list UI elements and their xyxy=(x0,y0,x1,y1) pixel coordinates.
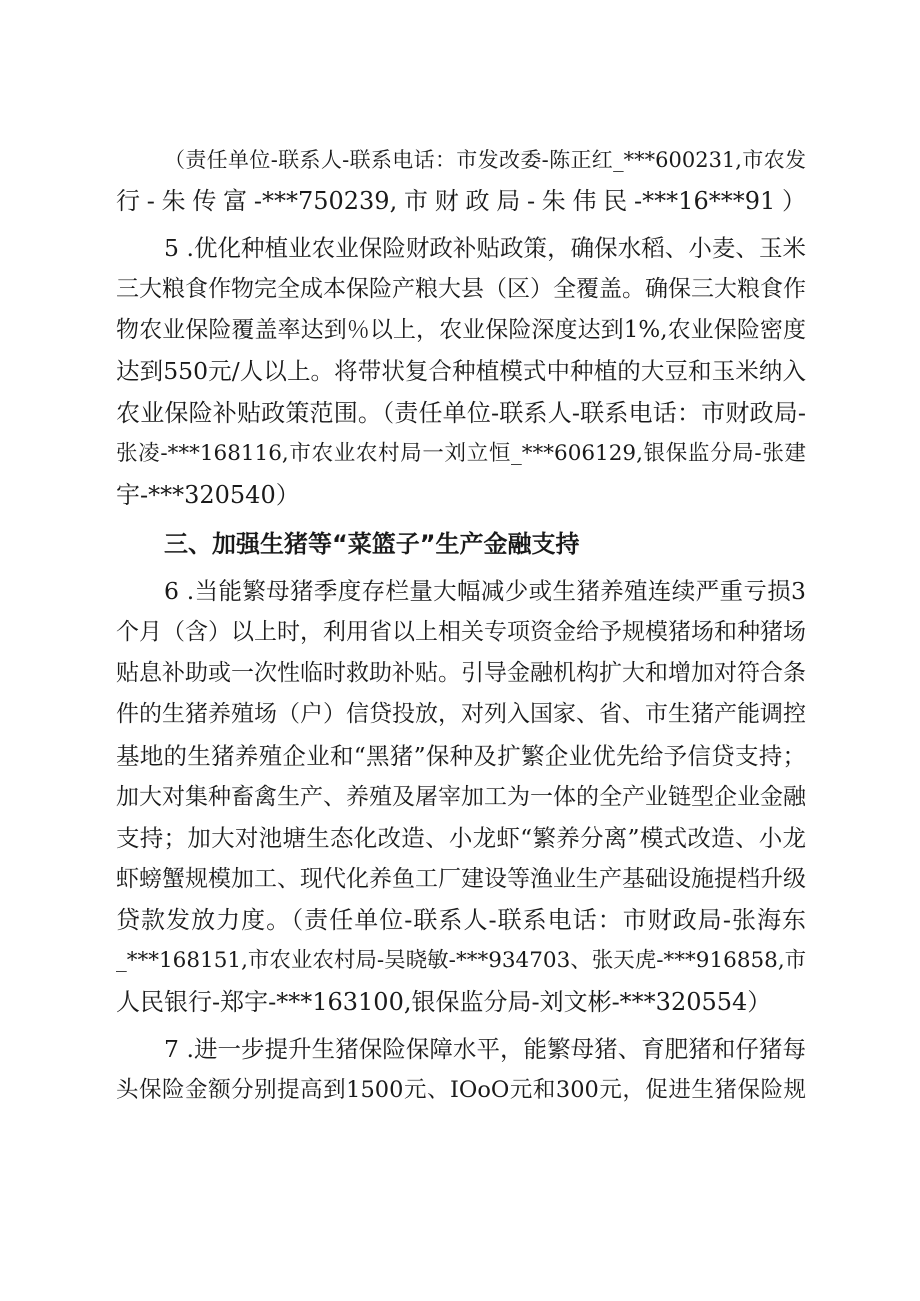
paragraph-7-start: 7 .进一步提升生猪保险保障水平，能繁母猪、育肥猪和仔猪每 xyxy=(164,1035,806,1063)
section-heading: 三、加强生猪等“菜篮子”生产金融支持 xyxy=(164,530,580,558)
paragraph-5-start: 5 .优化种植业农业保险财政补贴政策，确保水稻、小麦、玉米 xyxy=(164,234,806,262)
text-line: 达到550元/人以上。将带状复合种植模式中种植的大豆和玉米纳入 xyxy=(116,357,806,385)
text-line: 个月（含）以上时，利用省以上相关专项资金给予规模猪场和种猪场 xyxy=(116,619,806,645)
text-line: 宇-***320540） xyxy=(116,481,300,509)
text-line: 物农业保险覆盖率达到％以上，农业保险深度达到1%,农业保险密度 xyxy=(116,317,806,343)
text-line: 张凌-***168116,市农业农村局一刘立恒_***606129,银保监分局-张建 xyxy=(116,441,806,466)
text-line: 基地的生猪养殖企业和“黑猪”保种及扩繁企业优先给予信贷支持； xyxy=(116,742,806,770)
text-line: 贴息补助或一次性临时救助补贴。引导金融机构扩大和增加对符合条 xyxy=(116,660,806,686)
text-line: 支持；加大对池塘生态化改造、小龙虾“繁养分离”模式改造、小龙 xyxy=(116,824,806,852)
text-line: 件的生猪养殖场（户）信贷投放，对列入国家、省、市生猪产能调控 xyxy=(116,701,806,727)
text-line: 人民银行-郑宇-***163100,银保监分局-刘文彬-***320554） xyxy=(116,988,772,1016)
text-line: _***168151,市农业农村局-吴晓敏-***934703、张天虎-***916858,市 xyxy=(116,948,806,973)
text-line: 行-朱传富-***750239,市财政局-朱伟民-***16***91） xyxy=(116,187,806,215)
text-line: 加大对集种畜禽生产、养殖及屠宰加工为一体的全产业链型企业金融 xyxy=(116,784,806,810)
text-line: （责任单位-联系人-联系电话：市发改委-陈正红_***600231,市农发 xyxy=(164,148,806,172)
text-line: 农业保险补贴政策范围。（责任单位-联系人-联系电话：市财政局- xyxy=(116,399,806,427)
text-line: 三大粮食作物完全成本保险产粮大县（区）全覆盖。确保三大粮食作 xyxy=(116,276,806,302)
text-line: 贷款发放力度。（责任单位-联系人-联系电话：市财政局-张海东 xyxy=(116,906,806,934)
paragraph-6-start: 6 .当能繁母猪季度存栏量大幅减少或生猪养殖连续严重亏损3 xyxy=(164,577,806,605)
text-line: 头保险金额分别提高到1500元、IOoO元和300元，促进生猪保险规 xyxy=(116,1077,806,1103)
text-line: 虾螃蟹规模加工、现代化养鱼工厂建设等渔业生产基础设施提档升级 xyxy=(116,866,806,892)
